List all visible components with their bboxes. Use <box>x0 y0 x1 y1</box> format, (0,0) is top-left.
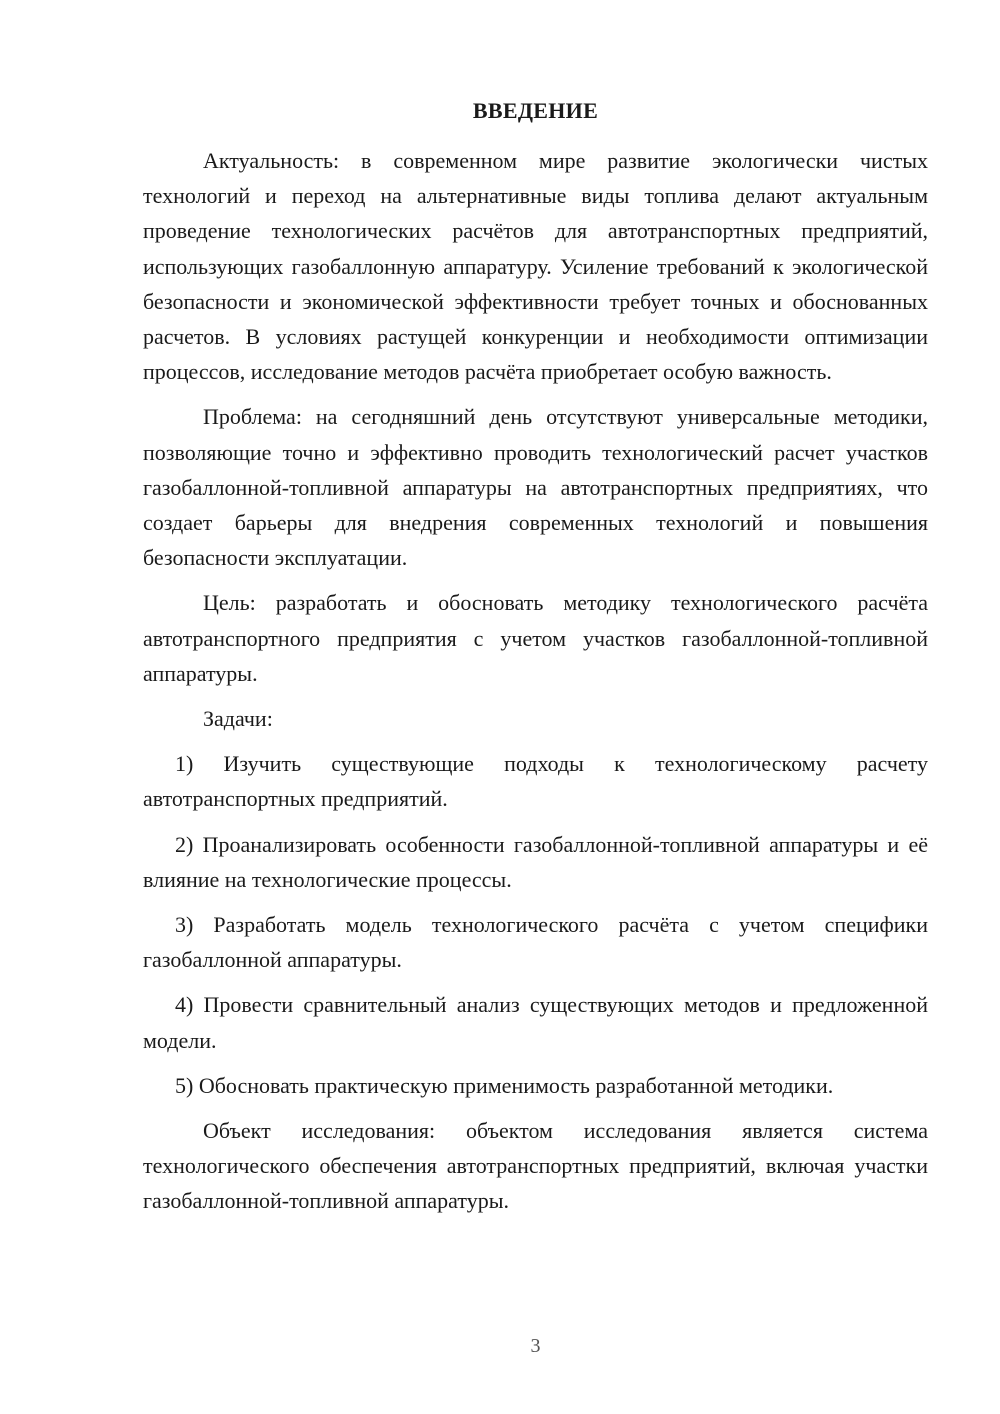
task-item-1: 1) Изучить существующие подходы к технологическому расчету автотранспортных предприятий. <box>143 751 928 812</box>
page-title: ВВЕДЕНИЕ <box>472 98 599 123</box>
document-page <box>143 0 928 1414</box>
task-item-5: 5) Обосновать практическую применимость разработанной методики. <box>175 1072 834 1098</box>
paragraph-object: Объект исследования: объектом исследования является система технологического обеспечения автотранспортных предприятий, включая участки газобаллонной-топливной аппаратуры. <box>143 1118 928 1214</box>
paragraph-problem: Проблема: на сегодняшний день отсутствуют универсальные методики, позволяющие точно и эффективно проводить технологический расчет участков газобаллонной-топливной аппаратуры на автотранспортных предприятиях, что создает барьеры для внедрения современных технологий и повышения безопасности эксплуатации. <box>143 404 928 571</box>
task-item-2: 2) Проанализировать особенности газобаллонной-топливной аппаратуры и её влияние на технологические процессы. <box>143 831 928 892</box>
tasks-label: Задачи: <box>203 706 273 732</box>
paragraph-goal: Цель: разработать и обосновать методику технологического расчёта автотранспортного предприятия с учетом участков газобаллонной-топливной аппаратуры. <box>143 590 928 686</box>
document-body <box>143 143 928 1219</box>
task-item-4: 4) Провести сравнительный анализ существующих методов и предложенной модели. <box>143 992 928 1053</box>
task-item-3: 3) Разработать модель технологического расчёта с учетом специфики газобаллонной аппаратуры. <box>143 912 928 973</box>
paragraph-relevance: Актуальность: в современном мире развитие экологически чистых технологий и переход на альтернативные виды топлива делают актуальным проведение технологических расчётов для автотранспортных предприятий, использующих газобаллонную аппаратуру. Усиление требований к экологической безопасности и экономической эффективности требует точных и обоснованных расчетов. В условиях растущей конкуренции и необходимости оптимизации процессов, исследование методов расчёта приобретает особую важность. <box>143 148 928 385</box>
page-number: 3 <box>530 1335 541 1357</box>
